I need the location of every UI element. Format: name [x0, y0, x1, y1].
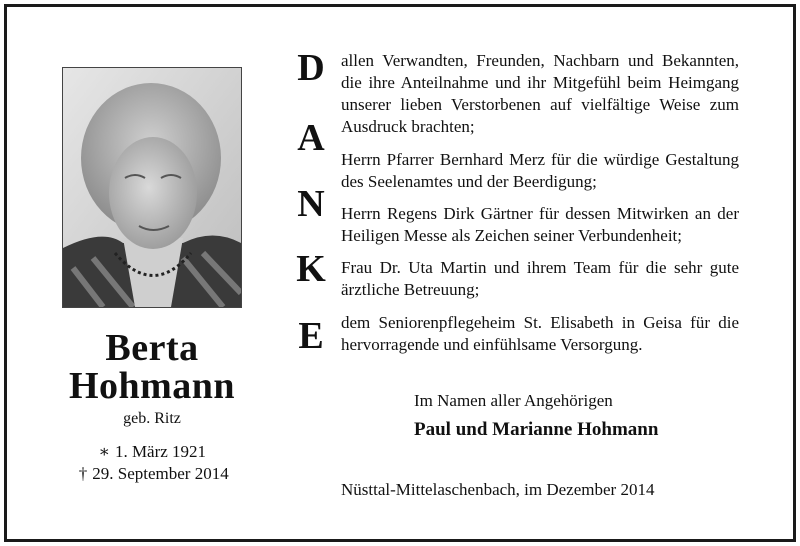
birth-date: 1. März 1921: [114, 442, 207, 461]
danke-letter-d: D: [297, 47, 325, 89]
death-cross-icon: †: [78, 464, 88, 483]
danke-letter-a: A: [297, 117, 325, 159]
danke-letter-n: N: [297, 183, 325, 225]
deceased-last-name: Hohmann: [68, 365, 236, 407]
signature-names: Paul und Marianne Hohmann: [414, 419, 659, 440]
danke-letter-e: E: [298, 315, 324, 357]
place-and-date: Nüsttal-Mittelaschenbach, im Dezember 2014: [341, 480, 655, 499]
death-line: [52, 463, 252, 485]
birth-line: [52, 441, 252, 463]
deceased-first-name: Berta: [105, 327, 199, 369]
maiden-name: geb. Ritz: [123, 410, 181, 427]
thanks-paragraph-care-home: dem Seniorenpflegeheim St. Elisabeth in Geisa für die hervorragende und einfühlsame Versorgung.: [341, 313, 739, 354]
thanks-paragraph-relatives: allen Verwandten, Freunden, Nachbarn und Bekannten, die ihre Anteilnahme und ihr Mitgefühl beim Heimgang unserer lieben Verstorbenen auf vielfältige Weise zum Ausdruck brachten;: [341, 51, 739, 136]
death-date: 29. September 2014: [92, 464, 229, 483]
danke-letter-k: K: [296, 248, 326, 290]
portrait-photo: [62, 67, 242, 308]
thanks-paragraph-pastor: Herrn Pfarrer Bernhard Merz für die würdige Gestaltung des Seelenamtes und der Beerdigung;: [341, 150, 739, 191]
thanks-paragraph-doctor: Frau Dr. Uta Martin und ihrem Team für die sehr gute ärztliche Betreuung;: [341, 258, 739, 299]
signature-intro: Im Namen aller Angehörigen: [414, 391, 613, 410]
birth-star-icon: ∗: [98, 442, 110, 461]
life-dates: [52, 441, 252, 485]
thanks-paragraph-regens: Herrn Regens Dirk Gärtner für dessen Mitwirken an der Heiligen Messe als Zeichen seiner Verbundenheit;: [341, 204, 739, 245]
